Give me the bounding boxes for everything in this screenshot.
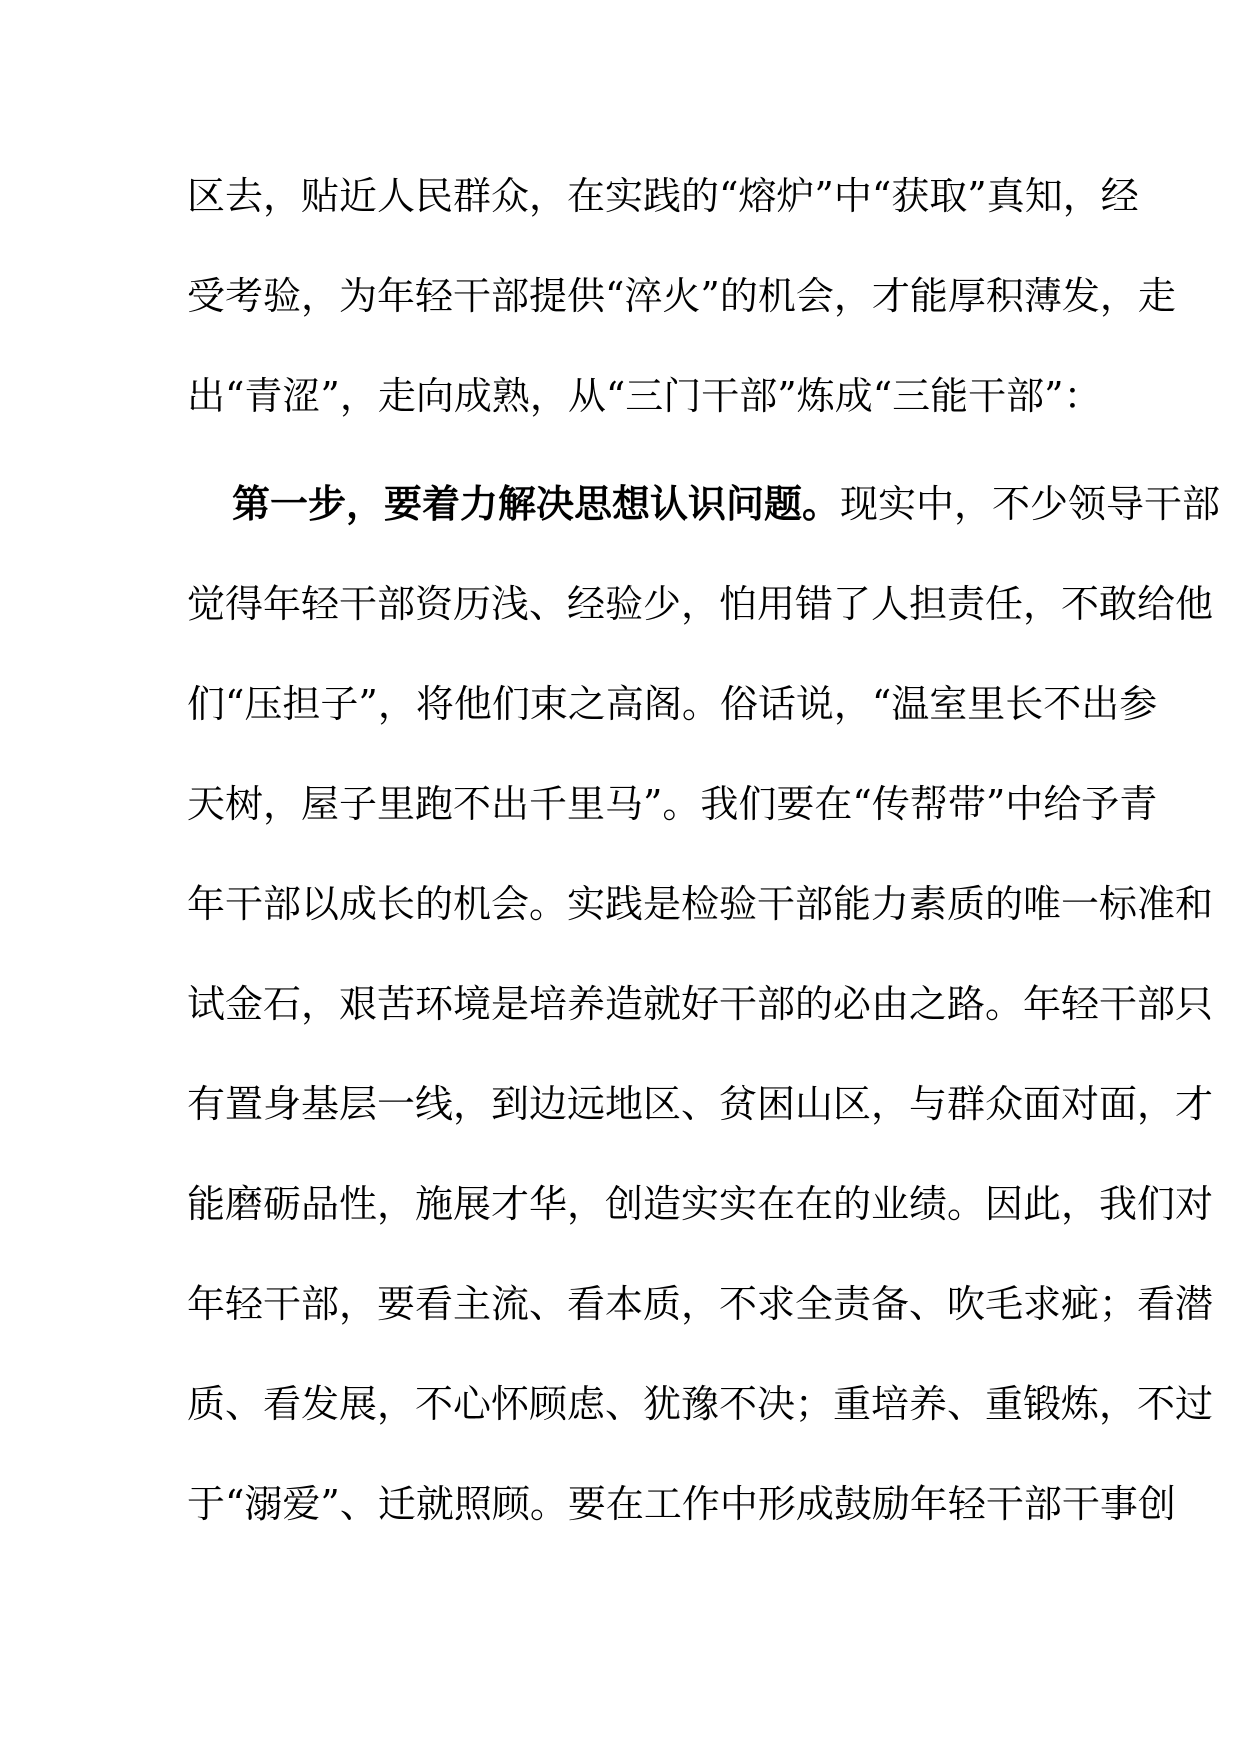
text-span: 现实中，不少领导干部 xyxy=(840,482,1221,526)
text-line: 能磨砺品性，施展才华，创造实实在在的业绩。因此，我们对 xyxy=(187,1182,1214,1226)
text-line: 年干部以成长的机会。实践是检验干部能力素质的唯一标准和 xyxy=(187,882,1214,926)
text-line: 试金石，艰苦环境是培养造就好干部的必由之路。年轻干部只 xyxy=(187,982,1214,1026)
text-line: 年轻干部，要看主流、看本质，不求全责备、吹毛求疵；看潜 xyxy=(187,1282,1214,1326)
text-line: 于“溺爱”、迁就照顾。要在工作中形成鼓励年轻干部干事创 xyxy=(187,1482,1176,1526)
text-line: 出“青涩”，走向成熟，从“三门干部”炼成“三能干部”： xyxy=(187,374,1102,418)
paragraph-first-line xyxy=(232,474,1221,534)
text-line: 觉得年轻干部资历浅、经验少，怕用错了人担责任，不敢给他 xyxy=(187,582,1214,626)
text-line: 受考验，为年轻干部提供“淬火”的机会，才能厚积薄发，走 xyxy=(187,274,1176,318)
text-line: 有置身基层一线，到边远地区、贫困山区，与群众面对面，才 xyxy=(187,1082,1214,1126)
text-line: 们“压担子”，将他们束之高阁。俗话说，“温室里长不出参 xyxy=(187,682,1158,726)
text-line: 质、看发展，不心怀顾虑、犹豫不决；重培养、重锻炼，不过 xyxy=(187,1382,1214,1426)
paragraph-heading: 第一步，要着力解决思想认识问题。 xyxy=(232,481,841,526)
text-line: 天树，屋子里跑不出千里马”。我们要在“传帮带”中给予青 xyxy=(187,782,1158,826)
text-line: 区去，贴近人民群众，在实践的“熔炉”中“获取”真知，经 xyxy=(187,174,1139,218)
